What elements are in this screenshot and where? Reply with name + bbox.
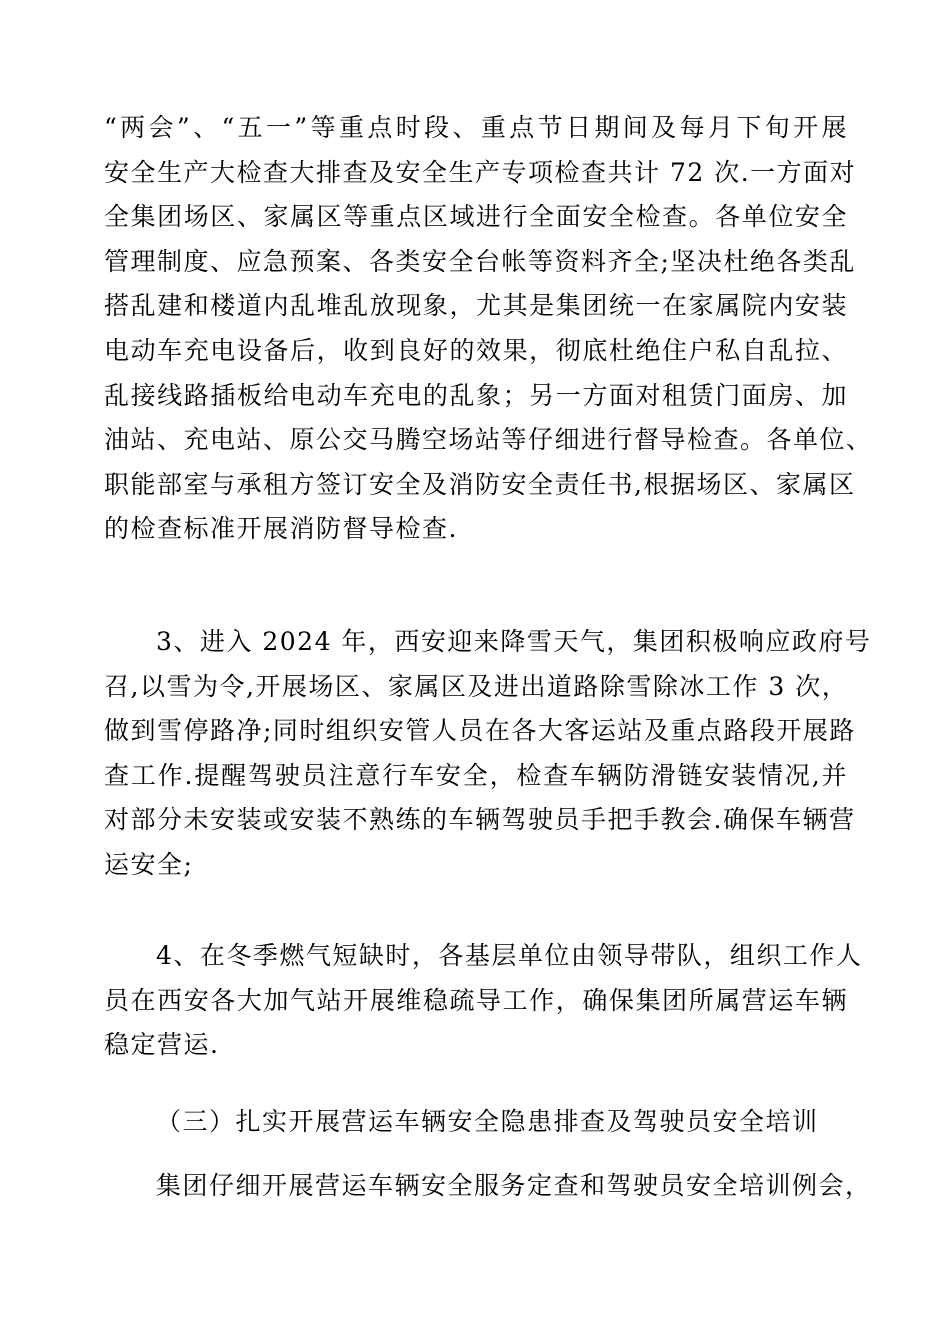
text-line: 管理制度、应急预案、各类安全台帐等资料齐全;坚决杜绝各类乱 — [104, 246, 856, 276]
text-line: 的检查标准开展消防督导检查. — [104, 514, 458, 544]
text-line: 油站、充电站、原公交马腾空场站等仔细进行督导检查。各单位、 — [104, 425, 873, 455]
text-line: “两会”、“五一”等重点时段、重点节日期间及每月下旬开展 — [104, 113, 848, 142]
text-line: 运安全; — [104, 849, 194, 879]
text-line: 搭乱建和楼道内乱堆乱放现象，尤其是集团统一在家属院内安装 — [104, 291, 848, 321]
text-line: 全集团场区、家属区等重点区域进行全面安全检查。各单位安全 — [104, 202, 848, 232]
paragraph-safety-inspection — [104, 106, 873, 552]
text-line: 集团仔细开展营运车辆安全服务定查和驾驶员安全培训例会， — [156, 1171, 872, 1200]
section-heading — [104, 1100, 848, 1145]
text-line: 召,以雪为令,开展场区、家属区及进出道路除雪除冰工作 3 次， — [104, 671, 849, 701]
text-line: 查工作.提醒驾驶员注意行车安全，检查车辆防滑链安装情况,并 — [104, 760, 848, 790]
text-line: 3、进入 2024 年，西安迎来降雪天气，集团积极响应政府号 — [156, 627, 872, 656]
text-line: 电动车充电设备后，收到良好的效果，彻底杜绝住户私自乱拉、 — [104, 335, 848, 365]
heading-line: （三）扎实开展营运车辆安全隐患排查及驾驶员安全培训 — [156, 1107, 819, 1136]
paragraph-snow-removal — [104, 620, 872, 888]
text-line: 员在西安各大加气站开展维稳疏导工作，确保集团所属营运车辆 — [104, 985, 848, 1015]
paragraph-gas-shortage — [104, 934, 863, 1068]
text-line: 4、在冬季燃气短缺时，各基层单位由领导带队，组织工作人 — [156, 941, 863, 970]
text-line: 乱接线路插板给电动车充电的乱象；另一方面对租赁门面房、加 — [104, 380, 848, 410]
text-line: 职能部室与承租方签订安全及消防安全责任书,根据场区、家属区 — [104, 469, 856, 499]
text-line: 做到雪停路净;同时组织安管人员在各大客运站及重点路段开展路 — [104, 716, 856, 746]
paragraph-training — [104, 1164, 872, 1209]
text-line: 稳定营运. — [104, 1030, 220, 1060]
text-line: 安全生产大检查大排查及安全生产专项检查共计 72 次.一方面对 — [104, 157, 857, 187]
text-line: 对部分未安装或安装不熟练的车辆驾驶员手把手教会.确保车辆营 — [104, 805, 856, 835]
